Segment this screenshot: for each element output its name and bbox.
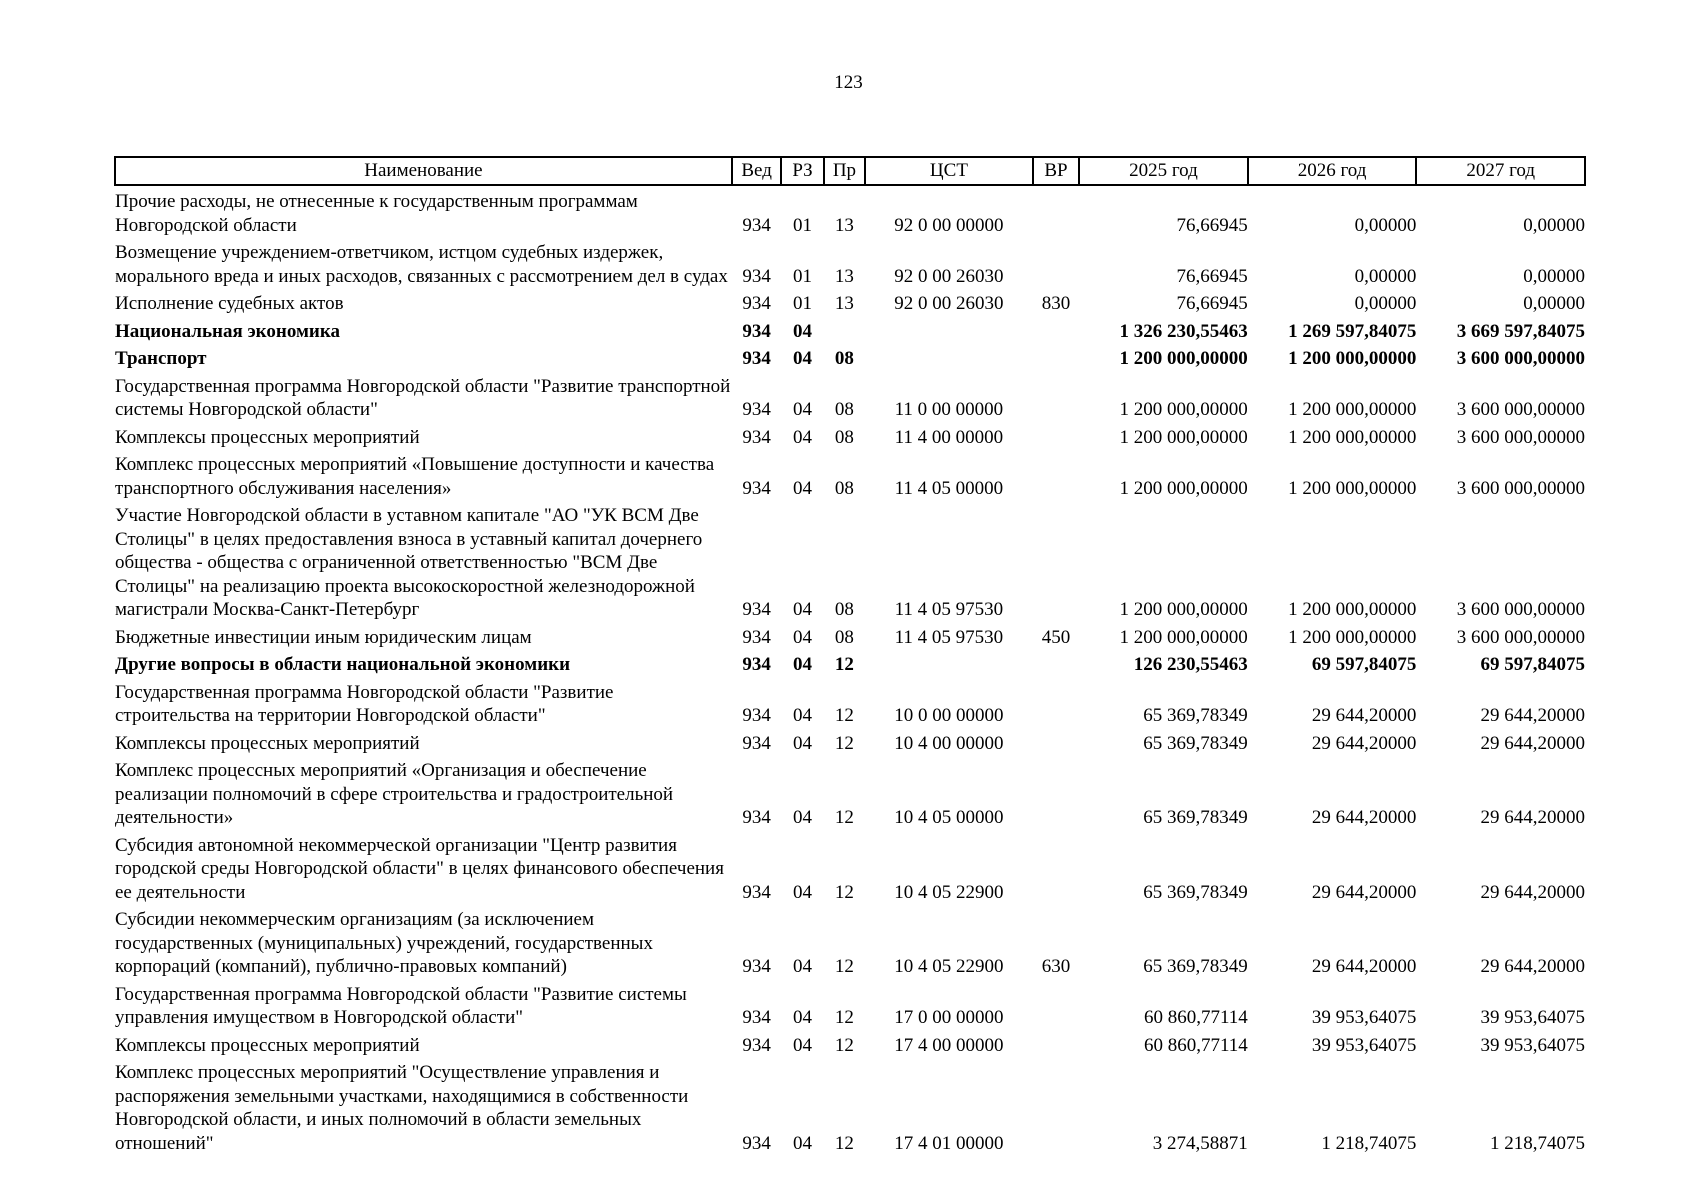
cell-y2026: 1 200 000,00000 <box>1288 399 1417 420</box>
cell-cst: 92 0 00 26030 <box>894 265 1004 287</box>
cell-cst: 10 4 05 22900 <box>894 881 1004 903</box>
cell-vr <box>1033 1030 1079 1058</box>
cell-y2027: 29 644,20000 <box>1480 705 1585 726</box>
cell-y2025: 1 200 000,00000 <box>1119 399 1248 420</box>
cell-rz: 04 <box>793 956 813 977</box>
cell-ved: 934 <box>742 732 771 754</box>
cell-ved: 934 <box>742 654 771 675</box>
cell-rz: 01 <box>793 214 813 236</box>
table-row <box>115 316 1585 344</box>
cell-pr: 12 <box>834 807 854 828</box>
cell-y2025: 1 200 000,00000 <box>1119 477 1248 499</box>
column-header-2026: 2026 год <box>1248 157 1417 185</box>
cell-y2027: 1 218,74075 <box>1490 1132 1585 1154</box>
cell-y2025: 1 326 230,55463 <box>1119 320 1248 342</box>
cell-name: Комплексы процессных мероприятий <box>115 426 420 448</box>
table-row <box>115 237 1585 288</box>
cell-y2026: 29 644,20000 <box>1311 807 1417 828</box>
cell-y2027: 69 597,84075 <box>1480 654 1585 675</box>
cell-y2027: 3 600 000,00000 <box>1456 348 1585 369</box>
cell-cst <box>865 316 1033 344</box>
cell-rz: 04 <box>793 348 813 369</box>
cell-rz: 04 <box>793 807 813 828</box>
cell-ved: 934 <box>742 477 771 499</box>
cell-name: Комплекс процессных мероприятий «Повышение доступности и качества транспортного обслуживания населения» <box>115 454 715 499</box>
column-header-cst: ЦСТ <box>865 157 1033 185</box>
cell-ved: 934 <box>742 214 771 236</box>
table-row <box>115 677 1585 728</box>
cell-y2026: 29 644,20000 <box>1311 705 1417 726</box>
cell-y2027: 3 600 000,00000 <box>1456 626 1585 648</box>
column-header-vr: ВР <box>1033 157 1079 185</box>
cell-vr <box>1033 755 1079 830</box>
cell-y2027: 3 600 000,00000 <box>1456 477 1585 499</box>
cell-vr <box>1033 316 1079 344</box>
cell-name: Транспорт <box>115 348 207 369</box>
cell-cst: 11 4 00 00000 <box>894 426 1004 448</box>
cell-rz: 04 <box>793 1007 813 1028</box>
cell-name: Государственная программа Новгородской области "Развитие строительства на территории Новгородской области" <box>115 681 614 726</box>
cell-y2025: 65 369,78349 <box>1143 956 1248 977</box>
table-row <box>115 622 1585 650</box>
cell-rz: 04 <box>793 399 813 420</box>
cell-pr: 08 <box>834 599 854 620</box>
cell-ved: 934 <box>742 956 771 977</box>
table-row <box>115 371 1585 422</box>
cell-name: Комплексы процессных мероприятий <box>115 1034 420 1056</box>
cell-name: Комплекс процессных мероприятий «Организация и обеспечение реализации полномочий в сфере строительства и градостроительной деятельности» <box>115 760 674 828</box>
cell-pr: 12 <box>834 654 854 675</box>
cell-cst: 11 0 00 00000 <box>894 399 1004 420</box>
table-header <box>115 157 1585 185</box>
cell-cst: 10 4 05 00000 <box>894 807 1004 828</box>
page-number: 123 <box>834 72 863 93</box>
cell-name: Участие Новгородской области в уставном капитале "АО "УК ВСМ Две Столицы" в целях предоставления взноса в уставный капитал дочернего общества - общества с ограниченной ответственностью "ВСМ Две Столицы" на реализацию проекта высокоскоростной железнодорожной магистрали Москва-Санкт-Петербург <box>115 505 703 620</box>
cell-cst: 11 4 05 00000 <box>894 477 1004 499</box>
table-row <box>115 649 1585 677</box>
cell-y2026: 1 200 000,00000 <box>1288 477 1417 499</box>
table-row <box>115 500 1585 622</box>
cell-pr: 13 <box>834 265 854 287</box>
cell-pr: 12 <box>834 705 854 726</box>
cell-y2026: 69 597,84075 <box>1311 654 1417 675</box>
cell-rz: 04 <box>793 881 813 903</box>
cell-y2027: 0,00000 <box>1523 214 1585 236</box>
cell-pr: 13 <box>834 214 854 236</box>
table-row <box>115 449 1585 500</box>
cell-ved: 934 <box>742 399 771 420</box>
cell-y2026: 1 200 000,00000 <box>1288 348 1417 369</box>
cell-y2026: 39 953,64075 <box>1311 1007 1417 1028</box>
cell-y2026: 29 644,20000 <box>1311 881 1417 903</box>
cell-name: Другие вопросы в области национальной экономики <box>115 654 571 675</box>
cell-ved: 934 <box>742 1132 771 1154</box>
cell-y2027: 0,00000 <box>1523 293 1585 314</box>
cell-vr: 830 <box>1041 293 1071 314</box>
cell-y2027: 29 644,20000 <box>1480 807 1585 828</box>
table-row <box>115 1057 1585 1155</box>
cell-y2026: 0,00000 <box>1354 293 1417 314</box>
budget-table <box>114 156 1586 1155</box>
cell-name: Комплекс процессных мероприятий "Осуществление управления и распоряжения земельными участками, находящимися в собственности Новгородской области, и иных полномочий в области земельных отношений" <box>115 1062 689 1154</box>
cell-y2025: 60 860,77114 <box>1143 1007 1248 1028</box>
cell-cst: 92 0 00 26030 <box>894 293 1004 314</box>
cell-y2025: 60 860,77114 <box>1143 1034 1248 1056</box>
cell-cst: 11 4 05 97530 <box>894 599 1004 620</box>
cell-pr: 13 <box>834 293 854 314</box>
column-header-name: Наименование <box>115 157 732 185</box>
cell-ved: 934 <box>742 1007 771 1028</box>
cell-pr: 12 <box>834 1034 854 1056</box>
cell-y2026: 29 644,20000 <box>1311 956 1417 977</box>
cell-pr: 12 <box>834 732 854 754</box>
cell-y2025: 65 369,78349 <box>1143 881 1248 903</box>
cell-name: Субсидия автономной некоммерческой организации "Центр развития городской среды Новгородской области" в целях финансового обеспечения ее деятельности <box>115 834 724 903</box>
cell-y2025: 126 230,55463 <box>1133 654 1248 675</box>
cell-y2027: 29 644,20000 <box>1480 956 1585 977</box>
column-header-rz: РЗ <box>781 157 823 185</box>
cell-y2025: 76,66945 <box>1176 265 1248 287</box>
cell-ved: 934 <box>742 599 771 620</box>
cell-rz: 04 <box>793 705 813 726</box>
cell-rz: 04 <box>793 732 813 754</box>
cell-y2027: 3 669 597,84075 <box>1456 320 1585 342</box>
cell-name: Субсидии некоммерческим организациям (за исключением государственных (муниципальных) учреждений, государственных корпораций (компаний), публично-правовых компаний) <box>115 909 653 977</box>
table-row <box>115 728 1585 756</box>
cell-rz: 04 <box>793 1132 813 1154</box>
cell-ved: 934 <box>742 426 771 448</box>
cell-vr <box>1033 830 1079 905</box>
cell-cst: 17 4 01 00000 <box>894 1132 1004 1154</box>
cell-y2025: 76,66945 <box>1176 293 1248 314</box>
cell-vr <box>1033 979 1079 1030</box>
cell-y2026: 0,00000 <box>1354 214 1417 236</box>
cell-vr <box>1033 185 1079 237</box>
cell-pr: 12 <box>834 1007 854 1028</box>
cell-y2025: 3 274,58871 <box>1152 1132 1248 1154</box>
cell-y2026: 39 953,64075 <box>1311 1034 1417 1056</box>
table-row <box>115 185 1585 237</box>
cell-y2025: 1 200 000,00000 <box>1119 626 1248 648</box>
cell-name: Комплексы процессных мероприятий <box>115 732 420 754</box>
column-header-pr: Пр <box>824 157 865 185</box>
cell-rz: 04 <box>793 320 813 342</box>
cell-y2025: 1 200 000,00000 <box>1119 426 1248 448</box>
cell-vr <box>1033 371 1079 422</box>
column-header-2025: 2025 год <box>1079 157 1248 185</box>
cell-ved: 934 <box>742 265 771 287</box>
table-row <box>115 1030 1585 1058</box>
table-row <box>115 904 1585 979</box>
cell-vr <box>1033 422 1079 450</box>
cell-cst: 17 4 00 00000 <box>894 1034 1004 1056</box>
table-row <box>115 343 1585 371</box>
cell-y2027: 3 600 000,00000 <box>1456 399 1585 420</box>
cell-y2027: 39 953,64075 <box>1480 1007 1585 1028</box>
cell-name: Национальная экономика <box>115 320 341 342</box>
cell-pr: 08 <box>834 348 854 369</box>
table-row <box>115 422 1585 450</box>
cell-pr: 08 <box>834 399 854 420</box>
cell-name: Государственная программа Новгородской области "Развитие системы управления имуществом в Новгородской области" <box>115 983 687 1028</box>
cell-ved: 934 <box>742 1034 771 1056</box>
table-row <box>115 979 1585 1030</box>
cell-y2025: 65 369,78349 <box>1143 705 1248 726</box>
column-header-2027: 2027 год <box>1416 157 1585 185</box>
cell-rz: 04 <box>793 426 813 448</box>
cell-rz: 04 <box>793 626 813 648</box>
cell-vr <box>1033 500 1079 622</box>
cell-cst: 17 0 00 00000 <box>894 1007 1004 1028</box>
cell-y2027: 0,00000 <box>1523 265 1585 287</box>
cell-name: Возмещение учреждением-ответчиком, истцом судебных издержек, морального вреда и иных расходов, связанных с рассмотрением дел в судах <box>115 242 728 287</box>
cell-ved: 934 <box>742 626 771 648</box>
cell-y2026: 0,00000 <box>1354 265 1417 287</box>
cell-y2026: 1 200 000,00000 <box>1288 599 1417 620</box>
cell-cst <box>865 343 1033 371</box>
cell-ved: 934 <box>742 881 771 903</box>
cell-name: Прочие расходы, не отнесенные к государственным программам Новгородской области <box>115 191 638 236</box>
cell-y2027: 3 600 000,00000 <box>1456 599 1585 620</box>
cell-vr <box>1033 677 1079 728</box>
cell-y2025: 65 369,78349 <box>1143 807 1248 828</box>
cell-cst <box>865 649 1033 677</box>
table-body <box>115 185 1585 1155</box>
cell-pr: 08 <box>834 626 854 648</box>
table-row <box>115 830 1585 905</box>
cell-name: Исполнение судебных актов <box>115 293 344 314</box>
cell-vr: 630 <box>1041 956 1071 977</box>
cell-vr <box>1033 449 1079 500</box>
cell-ved: 934 <box>742 348 771 369</box>
cell-pr: 12 <box>834 881 854 903</box>
cell-rz: 04 <box>793 477 813 499</box>
table-row <box>115 288 1585 316</box>
cell-pr: 08 <box>834 477 854 499</box>
cell-vr <box>1033 237 1079 288</box>
cell-vr: 450 <box>1041 626 1071 648</box>
cell-y2026: 1 218,74075 <box>1321 1132 1417 1154</box>
cell-pr <box>824 316 865 344</box>
table-row <box>115 755 1585 830</box>
cell-cst: 10 0 00 00000 <box>894 705 1004 726</box>
cell-vr <box>1033 649 1079 677</box>
cell-pr: 08 <box>834 426 854 448</box>
cell-y2025: 76,66945 <box>1176 214 1248 236</box>
cell-cst: 11 4 05 97530 <box>894 626 1004 648</box>
cell-rz: 01 <box>793 265 813 287</box>
cell-pr: 12 <box>834 956 854 977</box>
cell-cst: 10 4 00 00000 <box>894 732 1004 754</box>
cell-pr: 12 <box>834 1132 854 1154</box>
cell-rz: 04 <box>793 654 813 675</box>
cell-y2027: 29 644,20000 <box>1480 881 1585 903</box>
cell-y2026: 1 269 597,84075 <box>1288 320 1417 342</box>
cell-cst: 92 0 00 00000 <box>894 214 1004 236</box>
cell-y2027: 3 600 000,00000 <box>1456 426 1585 448</box>
cell-ved: 934 <box>742 293 771 314</box>
cell-rz: 04 <box>793 1034 813 1056</box>
cell-cst: 10 4 05 22900 <box>894 956 1004 977</box>
cell-ved: 934 <box>742 705 771 726</box>
cell-vr <box>1033 343 1079 371</box>
cell-ved: 934 <box>742 807 771 828</box>
cell-vr <box>1033 1057 1079 1155</box>
cell-y2027: 39 953,64075 <box>1480 1034 1585 1056</box>
cell-vr <box>1033 728 1079 756</box>
column-header-ved: Вед <box>732 157 781 185</box>
cell-y2027: 29 644,20000 <box>1480 732 1585 754</box>
cell-rz: 01 <box>793 293 813 314</box>
cell-ved: 934 <box>742 320 771 342</box>
cell-rz: 04 <box>793 599 813 620</box>
cell-y2026: 29 644,20000 <box>1311 732 1417 754</box>
cell-y2025: 65 369,78349 <box>1143 732 1248 754</box>
cell-name: Бюджетные инвестиции иным юридическим лицам <box>115 626 532 648</box>
cell-name: Государственная программа Новгородской области "Развитие транспортной системы Новгородской области" <box>115 375 731 420</box>
cell-y2025: 1 200 000,00000 <box>1119 599 1248 620</box>
cell-y2025: 1 200 000,00000 <box>1119 348 1248 369</box>
cell-y2026: 1 200 000,00000 <box>1288 426 1417 448</box>
cell-y2026: 1 200 000,00000 <box>1288 626 1417 648</box>
